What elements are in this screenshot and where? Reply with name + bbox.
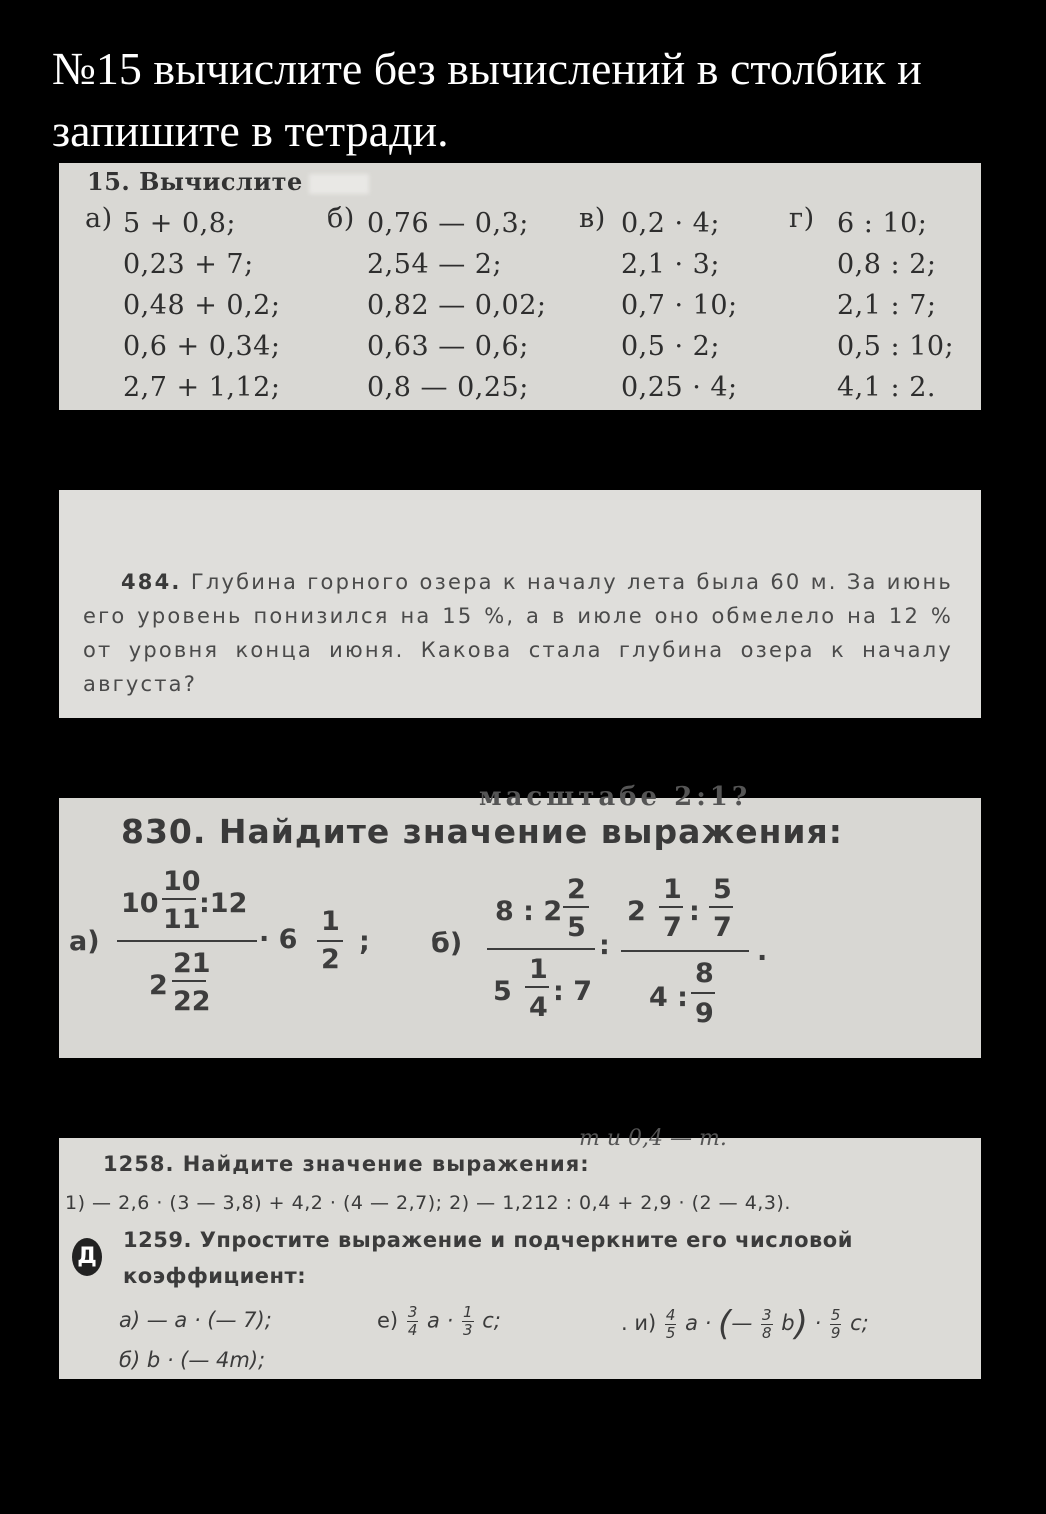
- expression: 0,2 · 4;: [621, 208, 720, 239]
- expression: 2,54 — 2;: [367, 249, 503, 280]
- expression: 6 : 10;: [837, 208, 928, 239]
- expression: 2,1 · 3;: [621, 249, 720, 280]
- expression: 0,8 : 2;: [837, 249, 937, 280]
- item-i: . и) $\frac{4}{5}$ a · (— $\frac{3}{8}$ b) · $\frac{5}{9}$ c;: [621, 1304, 869, 1344]
- expression: 0,7 · 10;: [621, 290, 738, 321]
- expression: 0,82 — 0,02;: [367, 290, 547, 321]
- expression: 2,7 + 1,12;: [123, 372, 281, 403]
- exercise-830-title: 830. Найдите значение выражения:: [121, 812, 843, 851]
- label-b: б): [431, 928, 463, 959]
- exercise-15-title: 15. Вычислите: [87, 167, 369, 196]
- expression: 0,63 — 0,6;: [367, 331, 529, 362]
- exercise-484-photo: [59, 490, 981, 718]
- exercise-1258-line: 1) — 2,6 · (3 — 3,8) + 4,2 · (4 — 2,7); 2) — 1,212 : 0,4 + 2,9 · (2 — 4,3).: [65, 1192, 791, 1214]
- expression: 0,5 · 2;: [621, 331, 720, 362]
- exercise-1258-title: 1258. Найдите значение выражения:: [103, 1152, 590, 1176]
- homework-badge: Д: [72, 1238, 102, 1276]
- column-b: б) 0,76 — 0,3; 2,54 — 2; 0,82 — 0,02; 0,63 — 0,6; 0,8 — 0,25;: [327, 203, 547, 408]
- exercise-1258-photo: m и 0,4 — m. 1258. Найдите значение выражения: 1) — 2,6 · (3 — 3,8) + 4,2 · (4 — 2,7); 2) — 1,212 : 0,4 + 2,9 · (2 — 4,3). Д 1259. Упростите выражение и подчеркните его числовой коэффициент: а) — a · (— 7); б) b · (— 4m); е) $\frac{3}{4}$ a · $\frac{1}{3}$ c; . и) $\frac{4}{5}$ a · (— $\frac{3}{8}$ b) · $\frac{5}{9}$ c;: [59, 1138, 981, 1379]
- exercise-830-photo: масштабе 2:1? 830. Найдите значение выражения: а) 10 10 11 :12 2 21 22 · 6 1 2 ; б) 8 : 2 2 5 5 1 4 : 7 : 2 1 7 : 5 7 4 : 8 9 .: [59, 798, 981, 1058]
- expression: 0,48 + 0,2;: [123, 290, 281, 321]
- expression: 0,5 : 10;: [837, 331, 955, 362]
- expression: 0,25 · 4;: [621, 372, 738, 403]
- column-g: г) 6 : 10; 0,8 : 2; 2,1 : 7; 0,5 : 10; 4,1 : 2.: [789, 203, 954, 408]
- expression: 0,76 — 0,3;: [367, 208, 529, 239]
- column-a: а) 5 + 0,8; 0,23 + 7; 0,48 + 0,2; 0,6 + 0,34; 2,7 + 1,12;: [85, 203, 280, 408]
- expression: 5 + 0,8;: [123, 208, 237, 239]
- label-a: а): [69, 926, 100, 957]
- exercise-1259-title: 1259. Упростите выражение и подчеркните его числовой: [123, 1228, 853, 1252]
- exercise-15-photo: [59, 163, 981, 410]
- cut-off-text: m и 0,4 — m.: [579, 1126, 727, 1151]
- expression: 0,23 + 7;: [123, 249, 254, 280]
- item-b: б) b · (— 4m);: [119, 1348, 266, 1372]
- column-v: в) 0,2 · 4; 2,1 · 3; 0,7 · 10; 0,5 · 2; 0,25 · 4;: [579, 203, 738, 408]
- item-e: е) $\frac{3}{4}$ a · $\frac{1}{3}$ c;: [377, 1303, 501, 1339]
- cut-off-text: масштабе 2:1?: [479, 782, 752, 812]
- expression: 0,8 — 0,25;: [367, 372, 529, 403]
- expression: 2,1 : 7;: [837, 290, 937, 321]
- page-heading: №15 вычислите без вычислений в столбик и запишите в тетради.: [52, 43, 922, 156]
- exercise-484-text: 484. Глубина горного озера к началу лета была 60 м. За июнь его уровень понизился на 15 %, а в июле оно обмелело на 12 % от уровня конца июня. Какова стала глубина озера к началу августа?: [83, 570, 953, 696]
- expression: 0,6 + 0,34;: [123, 331, 281, 362]
- expression: 4,1 : 2.: [837, 372, 936, 403]
- item-a: а) — a · (— 7);: [119, 1308, 272, 1332]
